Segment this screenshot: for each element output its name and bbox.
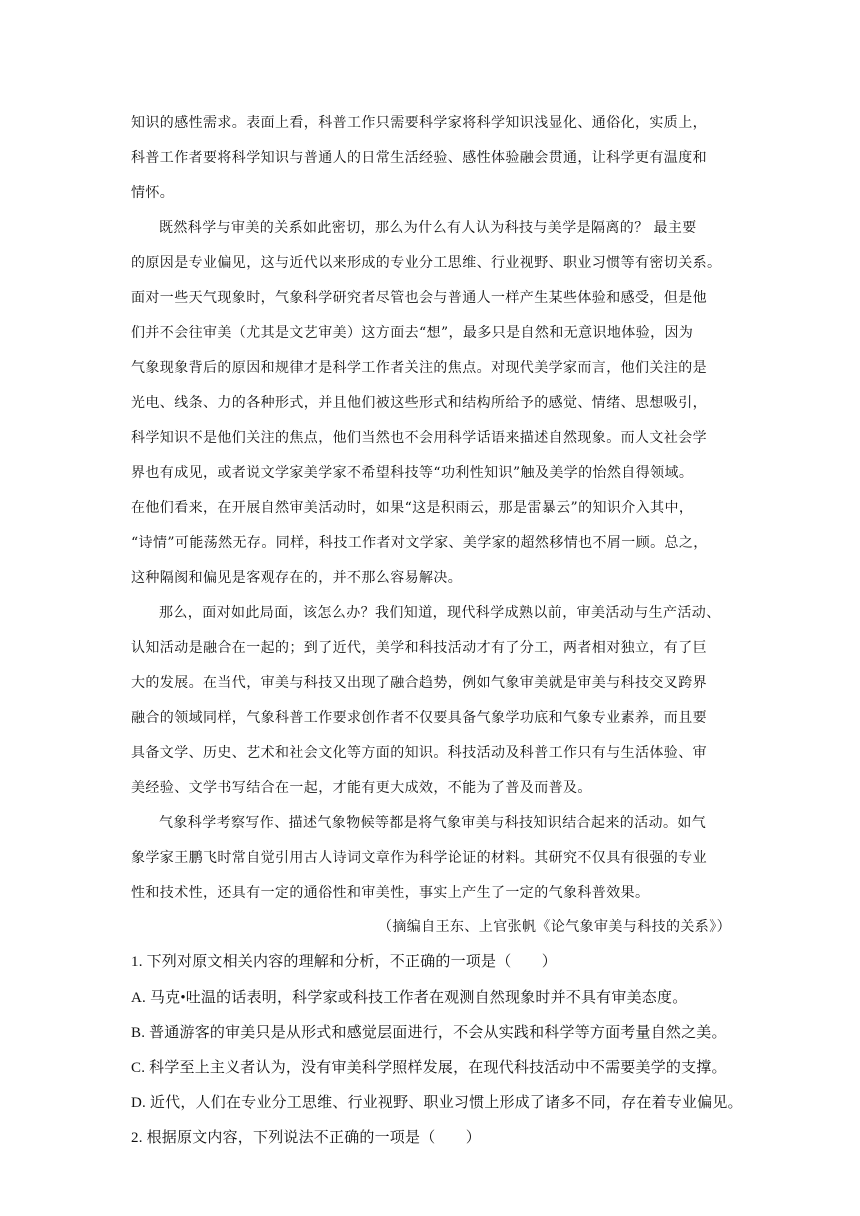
paragraph-3-line-6: 美经验、文学书写结合在一起，才能有更大成效，不能为了普及而普及。 [131,780,592,796]
paragraph-4-line-1: 气象科学考察写作、描述气象物候等都是将气象审美与科技知识结合起来的活动。如气 [159,815,707,831]
paragraph-2-line-4: 们并不会往审美（尤其是文艺审美）这方面去“想”，最多只是自然和无意识地体验，因为 [131,325,694,341]
question-1-option-d: D. 近代，人们在专业分工思维、行业视野、职业习惯上形成了诸多不同，存在着专业偏见。 [131,1095,743,1111]
paragraph-1-line-1: 知识的感性需求。表面上看，科普工作只需要科学家将科学知识浅显化、通俗化，实质上， [131,115,707,131]
paragraph-3-line-4: 融合的领域同样，气象科普工作要求创作者不仅要具备气象学功底和气象专业素养，而且要 [131,710,707,726]
paragraph-2-line-8: 界也有成见，或者说文学家美学家不希望科技等“功利性知识”触及美学的怡然自得领域。 [131,465,694,481]
paragraph-4-line-3: 性和技术性，还具有一定的通俗性和审美性，事实上产生了一定的气象科普效果。 [131,885,650,901]
paragraph-2-line-5: 气象现象背后的原因和规律才是科学工作者关注的焦点。对现代美学家而言，他们关注的是 [131,360,707,376]
paragraph-3-line-2: 认知活动是融合在一起的；到了近代，美学和科技活动才有了分工，两者相对独立，有了巨 [131,640,707,656]
question-1-option-b: B. 普通游客的审美只是从形式和感觉层面进行，不会从实践和科学等方面考量自然之美。 [131,1025,727,1041]
paragraph-2-line-1: 既然科学与审美的关系如此密切，那么为什么有人认为科技与美学是隔离的？ 最主要 [159,220,697,236]
source-attribution: （摘编自王东、上官张帆《论气象审美与科技的关系》） [378,919,731,935]
paragraph-4-line-2: 象学家王鹏飞时常自觉引用古人诗词文章作为科学论证的材料。其研究不仅具有很强的专业 [131,850,707,866]
paragraph-3-line-1: 那么，面对如此局面，该怎么办？我们知道，现代科学成熟以前，审美活动与生产活动、 [159,605,721,621]
paragraph-1-line-2: 科普工作者要将科学知识与普通人的日常生活经验、感性体验融会贯通，让科学更有温度和 [131,150,707,166]
paragraph-2-line-3: 面对一些天气现象时，气象科学研究者尽管也会与普通人一样产生某些体验和感受，但是他 [131,290,707,306]
question-2-stem: 2. 根据原文内容，下列说法不正确的一项是（ ） [131,1130,482,1146]
paragraph-2-line-10: “诗情”可能荡然无存。同样，科技工作者对文学家、美学家的超然移情也不屑一顾。总之， [131,535,708,551]
paragraph-3-line-5: 具备文学、历史、艺术和社会文化等方面的知识。科技活动及科普工作只有与生活体验、审 [131,745,707,761]
paragraph-3-line-3: 大的发展。在当代，审美与科技又出现了融合趋势，例如气象审美就是审美与科技交叉跨界 [131,675,707,691]
question-1-option-a: A. 马克•吐温的话表明，科学家或科技工作者在观测自然现象时并不具有审美态度。 [131,990,688,1006]
paragraph-2-line-2: 的原因是专业偏见，这与近代以来形成的专业分工思维、行业视野、职业习惯等有密切关系。 [131,255,722,271]
paragraph-2-line-9: 在他们看来，在开展自然审美活动时，如果“这是积雨云，那是雷暴云”的知识介入其中， [131,500,694,516]
paragraph-1-line-3: 情怀。 [131,185,175,201]
paragraph-2-line-7: 科学知识不是他们关注的焦点，他们当然也不会用科学话语来描述自然现象。而人文社会学 [131,430,707,446]
question-1-stem: 1. 下列对原文相关内容的理解和分析，不正确的一项是（ ） [131,954,558,970]
paragraph-2-line-6: 光电、线条、力的各种形式，并且他们被这些形式和结构所给予的感觉、情绪、思想吸引， [131,395,707,411]
question-1-option-c: C. 科学至上主义者认为，没有审美科学照样发展，在现代科技活动中不需要美学的支撑。 [131,1060,727,1076]
paragraph-2-line-11: 这种隔阂和偏见是客观存在的，并不那么容易解决。 [131,570,463,586]
